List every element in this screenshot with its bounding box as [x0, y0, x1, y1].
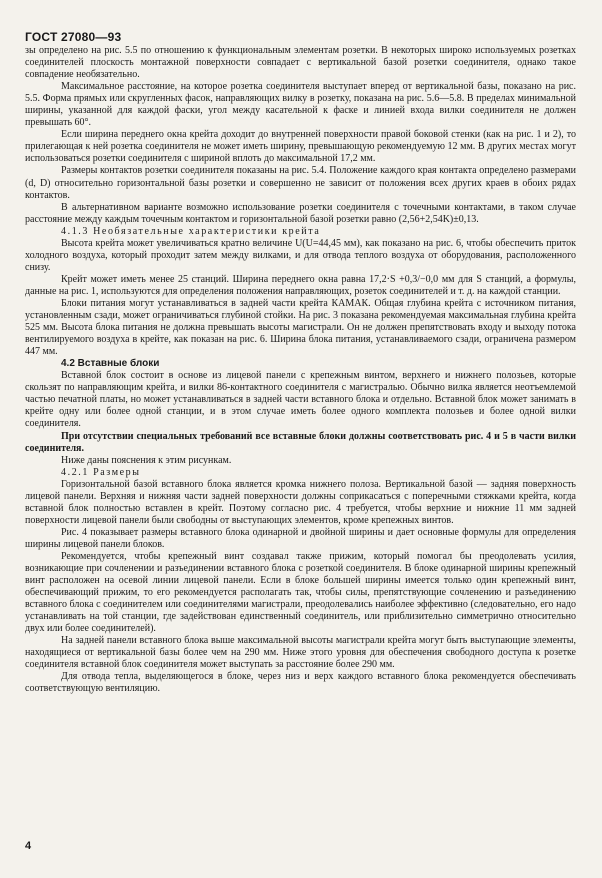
paragraph: зы определено на рис. 5.5 по отношению к функциональным элементам розетки. В некоторых широко используемых розетках соединителей плоскость монтажной поверхности совпадает с вертикальной базой розетки соединителя, однако такое совпадение необязательно.	[25, 45, 576, 81]
paragraph: Блоки питания могут устанавливаться в задней части крейта КАМАК. Общая глубина крейта с источником питания, установленным сзади, может ограничиваться глубиной стойки. На рис. 3 показана рекомендуемая максимальная глубина крейта 525 мм. Высота блока питания не должна превышать высоты магистрали. Он не должен препятствовать входу и выходу потока вентилируемого воздуха в крейте, как показан на рис. 6. Ширина блока питания, устанавливаемого сзади, ограничена размером 447 мм.	[25, 297, 576, 358]
paragraph: Рис. 4 показывает размеры вставного блока одинарной и двойной ширины и дает основные формулы для определения ширины лицевой панели блоков.	[25, 526, 576, 550]
paragraph: Если ширина переднего окна крейта доходит до внутренней поверхности правой боковой стенки (как на рис. 1 и 2), то прилегающая к ней розетка соединителя не может иметь ширину, превышающую рекомендуемую 12 мм. В других местах могут использоваться розетки соединителя с шириной вплоть до максимальной 17,2 мм.	[25, 129, 576, 165]
requirement-paragraph: При отсутствии специальных требований все вставные блоки должны соответствовать рис. 4 и 5 в части вилки соединителя.	[25, 430, 576, 454]
paragraph: Крейт может иметь менее 25 станций. Ширина переднего окна равна 17,2·S +0,3/−0,0 мм для S станций, а формулы, данные на рис. 1, используются для определения положения направляющих, розеток соединителей и т. д. на каждой станции.	[25, 273, 576, 297]
paragraph: Рекомендуется, чтобы крепежный винт создавал также прижим, который помогал бы преодолевать усилия, возникающие при сочленении и разъединении вставного блока с розеткой соединителя. В блоке одинарной ширины крепежный винт расположен на осевой линии лицевой панели. Если в блоке большей ширины имеется только один крепежный винт, обеспечивающий прижим, то его рекомендуется располагать так, чтобы силы, препятствующие сочленению и разъединению вставного блока с соединителем или соединителями магистрали, преодолевались наиболее эффективно (следовательно, его надо устанавливать на той станции, где задействован единственный соединитель, или приблизительно симметрично относительно двух или более соединителей).	[25, 550, 576, 635]
paragraph: Для отвода тепла, выделяющегося в блоке, через низ и верх каждого вставного блока рекомендуется обеспечивать соответствующую вентиляцию.	[25, 671, 576, 695]
paragraph: Размеры контактов розетки соединителя показаны на рис. 5.4. Положение каждого края контакта определено размерами (d, D) относительно горизонтальной базы розетки и совершенно не зависит от положения всех других краев в обоих рядах контактов.	[25, 165, 576, 201]
paragraph: Максимальное расстояние, на которое розетка соединителя выступает вперед от вертикальной базы, показано на рис. 5.5. Форма прямых или скругленных фасок, направляющих вилку в розетку, показана на рис. 5.6—5.8. В пределах минимальной ширины, указанной для каждой фаски, угол между касательной к фаске и линией входа вилки соединителя не должен превышать 60°.	[25, 81, 576, 129]
paragraph: Горизонтальной базой вставного блока является кромка нижнего полоза. Вертикальной базой — задняя поверхность лицевой панели. Верхняя и нижняя части задней поверхности должны соприкасаться с поперечными стяжками крейта, когда вставной блок полностью вставлен в крейт. Поэтому согласно рис. 4 требуется, чтобы верхние и нижние 11 мм задней поверхности лицевой панели были свободны от выступающих элементов, кроме крепежных винтов.	[25, 478, 576, 526]
section-heading: 4.1.3 Необязательные характеристики крейта	[61, 225, 321, 237]
paragraph: В альтернативном варианте возможно использование розетки соединителя с точечными контактами, в таком случае расстояние между каждым точечным контактом и горизонтальной базой розетки равно (2,56+2,54K)±0,13.	[25, 201, 576, 225]
paragraph: Вставной блок состоит в основе из лицевой панели с крепежным винтом, верхнего и нижнего полозьев, которые скользят по направляющим крейта, и вилки 86-контактного соединителя с магистралью. Обычно вилка является неотъемлемой частью печатной платы, но может устанавливаться в задней части вставного блока и отдельно. Вставной блок может занимать в крейте одну или более одной станции, и в этом случае иметь более одного комплекта полозьев и более одной вилки соединителя.	[25, 370, 576, 430]
paragraph: Ниже даны пояснения к этим рисункам.	[61, 454, 232, 466]
paragraph: Высота крейта может увеличиваться кратно величине U(U=44,45 мм), как показано на рис. 6, чтобы обеспечить приток холодного воздуха, который проходит затем между вилками, и для отвода теплого воздуха от оборудования, расположенного снизу.	[25, 237, 576, 273]
section-heading: 4.2 Вставные блоки	[61, 358, 160, 370]
page-number: 4	[25, 840, 32, 852]
document-header: ГОСТ 27080—93	[25, 30, 122, 44]
section-heading: 4.2.1 Размеры	[61, 466, 141, 478]
paragraph: На задней панели вставного блока выше максимальной высоты магистрали крейта могут быть выступающие элементы, находящиеся от вертикальной базы более чем на 290 мм. Ниже этого уровня для обеспечения свободного доступа к розетке соединителя вставной блок соединителя может выступать за расстояние более 290 мм.	[25, 635, 576, 671]
